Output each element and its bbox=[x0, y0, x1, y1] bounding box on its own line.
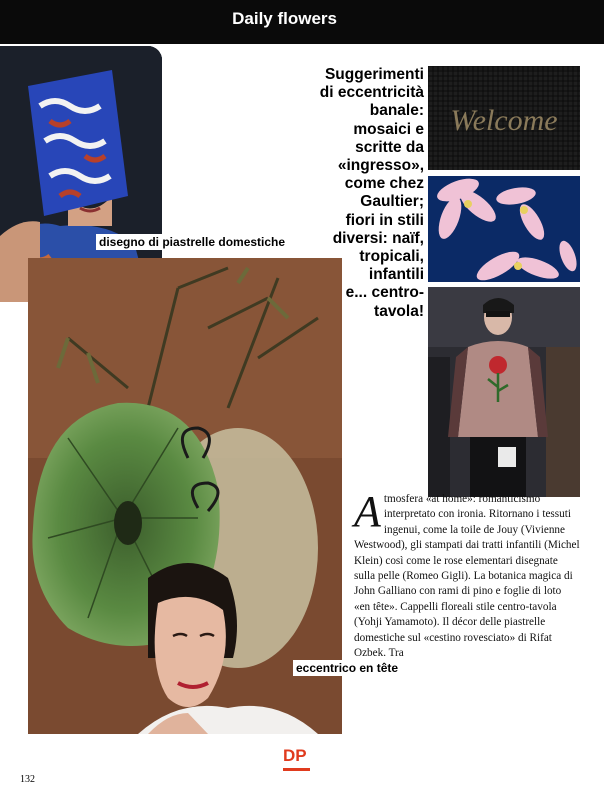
headline-line: infantili bbox=[368, 266, 424, 284]
page-number: 132 bbox=[20, 774, 35, 785]
headline-line: banale: bbox=[369, 102, 424, 120]
headline-line: Suggerimenti bbox=[324, 66, 424, 83]
headline-line: tavola! bbox=[374, 302, 424, 320]
headline-line: «ingresso», bbox=[337, 157, 424, 175]
headline-line: e... centro- bbox=[345, 284, 424, 302]
photo-rose-model bbox=[428, 287, 580, 497]
headline bbox=[300, 66, 424, 321]
header-bar bbox=[0, 0, 604, 44]
headline-line: come chez bbox=[344, 175, 424, 193]
logo-underline bbox=[283, 768, 310, 771]
headline-line: fiori in stili bbox=[345, 211, 424, 229]
mosaic-welcome-text: Welcome bbox=[450, 104, 558, 137]
headline-line: diversi: naïf, bbox=[332, 229, 424, 247]
headline-line: di eccentricità bbox=[319, 84, 424, 102]
headline-line: tropicali, bbox=[359, 248, 424, 266]
headline-line: Gaultier; bbox=[360, 193, 424, 211]
article-text: tmosfera «at home»: romanticismo interpretato con ironia. Ritornano i tessuti ingenui, come la toile de Jouy (Vivienne Westwood), gli stampati dai tratti infantili (Michel Klein) così come le rose elementari disegnate sulla pelle (Romeo Gigli). La botanica magica di John Galliano con rami di pino e foglie di loto «en tête». Cappelli floreali stile centro-tavola (Yohji Yamamoto). Il décor delle piastrelle domestiche sul «cestino rovesciato» di Rifat Ozbek. Tra bbox=[354, 493, 580, 660]
section-title: Daily flowers bbox=[232, 9, 337, 28]
caption-tile-hat: disegno di piastrelle domestiche bbox=[96, 234, 288, 250]
drop-cap: A bbox=[354, 487, 381, 536]
headline-line: mosaici e bbox=[353, 120, 424, 138]
headline-line: scritte da bbox=[355, 138, 424, 156]
photo-mosaic-welcome bbox=[428, 66, 580, 170]
dp-logo: DP bbox=[283, 746, 307, 765]
photo-flower-print bbox=[428, 176, 580, 282]
article-body bbox=[354, 487, 580, 661]
caption-lotus: eccentrico en tête bbox=[293, 660, 401, 676]
